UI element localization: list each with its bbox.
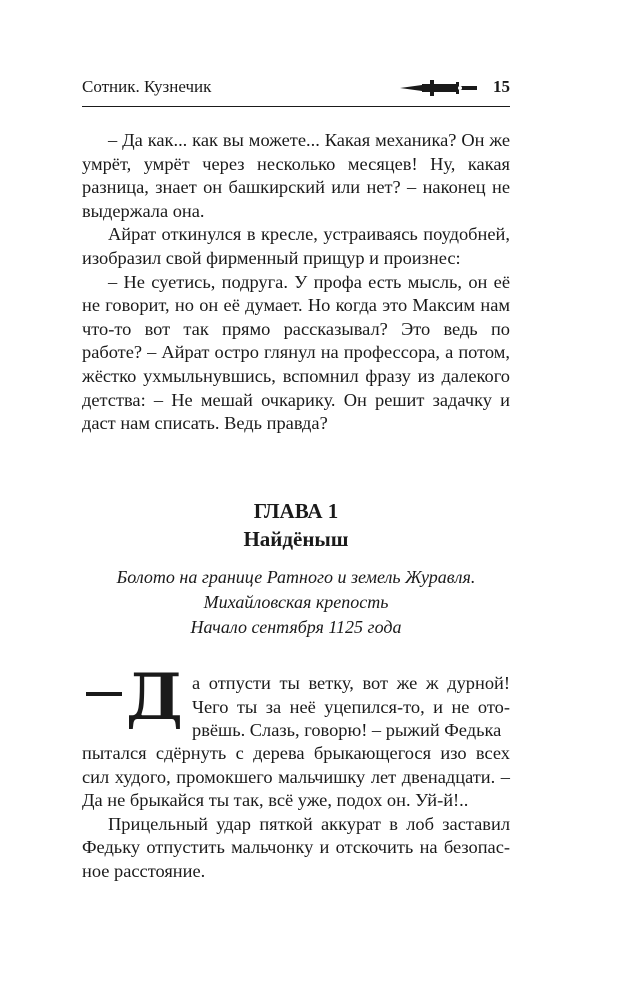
running-head <box>82 76 510 100</box>
paragraph: Айрат откинулся в кресле, устраиваясь поудобней, изобразил свой фирменный прищур и произнес: <box>82 224 510 268</box>
opening-line: Чего ты за неё уцепился-то, и не оторвёшь. Слазь, говорю! – рыжий Федька <box>192 696 510 741</box>
paragraph: пытался сдёрнуть с дерева брыкающегося изо всех сил худого, промокшего мальчишку лет двенадцати. – Да не брыкайся ты так, всё уже, подох он. Уй-й!.. <box>82 743 510 811</box>
dash-flourish-icon <box>82 672 126 742</box>
opening-lines <box>192 672 510 743</box>
body-text-top <box>82 129 510 436</box>
epigraph <box>82 565 510 640</box>
epigraph-line: Михайловская крепость <box>203 592 389 612</box>
epigraph-line: Болото на границе Ратного и земель Журавля. <box>116 567 476 587</box>
header-rule <box>82 106 510 107</box>
chapter-title: Найдёныш <box>243 527 349 551</box>
page-number: 15 <box>493 77 510 96</box>
paragraph: Прицельный удар пяткой аккурат в лоб заставил Федьку отпустить мальчонку и отскочить на безопасное расстояние. <box>82 813 510 881</box>
dropcap <box>82 660 188 742</box>
epigraph-line: Начало сентября 1125 года <box>190 617 402 637</box>
body-text-bottom <box>82 742 510 884</box>
running-title: Сотник. Кузнечик <box>82 77 212 96</box>
opening-line: а отпусти ты ветку, вот же ж дурной! <box>192 673 510 693</box>
chapter-opening <box>82 660 510 752</box>
chapter-number: ГЛАВА 1 <box>253 499 339 523</box>
paragraph: – Не суетись, подруга. У профа есть мысль, он её не говорит, но он её думает. Но когда это Максим нам что-то вот так прямо рассказывал? Это ведь по работе? – Айрат остро глянул на профессора, а потом, жёстко ухмыльнувшись, вспомнил фразу из далекого детства: – Не мешай очкарику. Он решит задачку и даст нам списать. Ведь правда? <box>82 271 510 434</box>
dropcap-letter: Д <box>126 660 183 735</box>
sword-ornament-icon <box>400 78 480 98</box>
paragraph: – Да как... как вы можете... Какая механика? Он же умрёт, умрёт через несколько месяцев! Ну, какая разница, знает он башкирский или нет? – наконец не выдержала она. <box>82 130 510 221</box>
chapter-heading <box>82 497 510 553</box>
